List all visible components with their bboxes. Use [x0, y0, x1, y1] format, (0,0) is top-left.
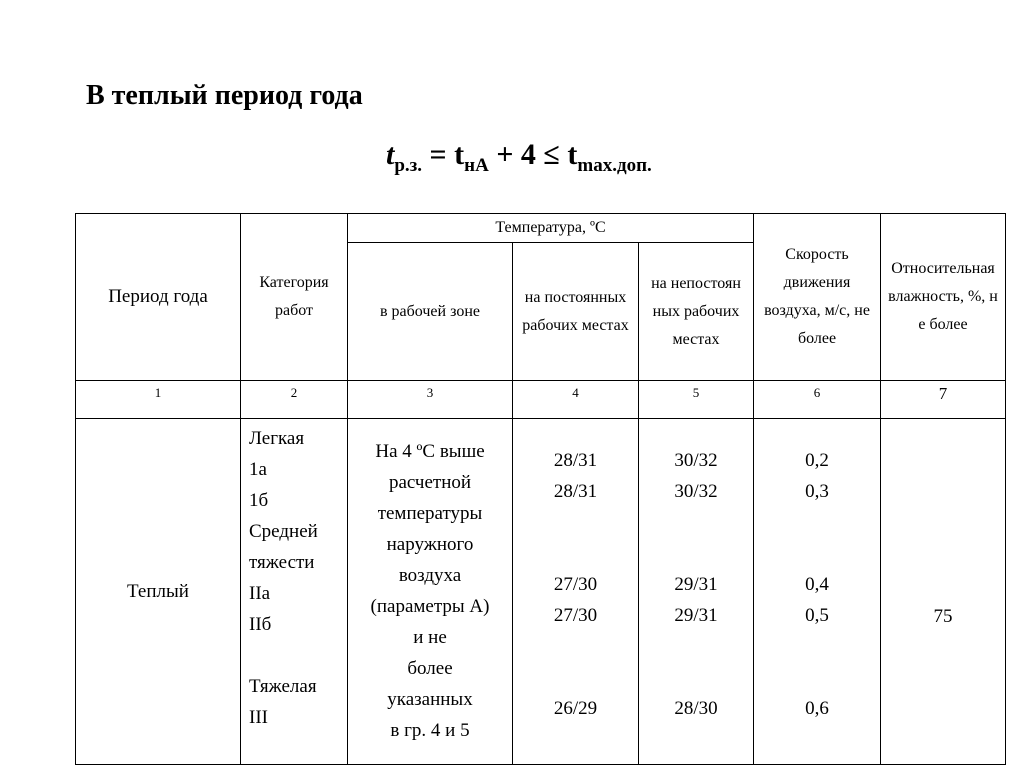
- zone-line: воздуха: [398, 565, 462, 586]
- header-nonpermanent: на непостоянных рабочих местах: [639, 243, 754, 381]
- value-line: 27/30: [553, 574, 598, 595]
- header-temperature: Температура, ºС: [348, 214, 754, 243]
- value-line: 29/31: [674, 574, 718, 595]
- col-num-3: 3: [348, 381, 513, 419]
- formula-sub-rz: р.з.: [394, 155, 423, 176]
- zone-line: расчетной: [388, 472, 472, 493]
- row-zone-text: [348, 419, 513, 765]
- value-line: [639, 538, 753, 569]
- value-line: 27/30: [553, 605, 598, 626]
- row-period: Теплый: [76, 419, 241, 765]
- value-line: [639, 631, 753, 662]
- category-line: IIб: [249, 614, 272, 635]
- table-row: [76, 419, 1006, 765]
- zone-line: более: [407, 658, 453, 679]
- row-humidity: 75: [881, 419, 1006, 765]
- zone-line: На 4 ºС выше: [375, 441, 485, 462]
- value-line: 30/32: [674, 450, 718, 471]
- category-line: 1б: [249, 490, 269, 511]
- col-num-4: 4: [513, 381, 639, 419]
- value-line: [639, 507, 753, 538]
- formula-t: t: [386, 138, 395, 171]
- zone-line: наружного: [386, 534, 474, 555]
- header-humidity: Относительная влажность, %, не более: [881, 214, 1006, 381]
- page-heading: В теплый период года: [86, 80, 363, 111]
- header-speed: Скорость движения воздуха, м/с, не более: [754, 214, 881, 381]
- value-line: [754, 662, 880, 693]
- row-nonpermanent: [639, 419, 754, 765]
- col-num-2: 2: [241, 381, 348, 419]
- value-line: [639, 662, 753, 693]
- value-line: 0,2: [805, 450, 829, 471]
- value-line: [754, 538, 880, 569]
- category-line: Легкая: [249, 428, 305, 449]
- category-line: Средней: [249, 521, 318, 542]
- formula: [386, 138, 652, 177]
- zone-line: (параметры А): [370, 596, 490, 617]
- col-num-1: 1: [76, 381, 241, 419]
- row-categories: [241, 419, 348, 765]
- value-line: [513, 662, 638, 693]
- formula-eq: = t: [422, 138, 465, 171]
- header-period: Период года: [76, 214, 241, 381]
- zone-line: указанных: [387, 689, 473, 710]
- value-line: [754, 631, 880, 662]
- microclimate-table: [75, 213, 1006, 765]
- value-line: 0,4: [805, 574, 829, 595]
- value-line: [513, 631, 638, 662]
- category-line: [249, 640, 347, 671]
- value-line: 28/31: [553, 481, 598, 502]
- value-line: 30/32: [674, 481, 718, 502]
- row-permanent: [513, 419, 639, 765]
- col-num-7: 7: [881, 381, 1006, 419]
- col-num-5: 5: [639, 381, 754, 419]
- category-line: тяжести: [249, 552, 315, 573]
- value-line: [754, 507, 880, 538]
- category-line: 1а: [249, 459, 267, 480]
- value-line: [513, 507, 638, 538]
- value-line: 0,5: [805, 605, 829, 626]
- header-permanent: на постоянных рабочих местах: [513, 243, 639, 381]
- value-line: 26/29: [553, 698, 598, 719]
- header-category: Категория работ: [241, 214, 348, 381]
- formula-sub-max: max.доп.: [577, 155, 652, 176]
- column-number-row: [76, 381, 1006, 419]
- value-line: 0,3: [805, 481, 829, 502]
- col-num-6: 6: [754, 381, 881, 419]
- value-line: [513, 538, 638, 569]
- value-line: 28/30: [674, 698, 718, 719]
- category-line: III: [249, 707, 268, 728]
- zone-line: и не: [413, 627, 447, 648]
- value-line: 29/31: [674, 605, 718, 626]
- zone-line: температуры: [377, 503, 483, 524]
- category-line: Тяжелая: [249, 676, 317, 697]
- formula-plus: + 4 ≤ t: [488, 138, 578, 171]
- row-speed: [754, 419, 881, 765]
- value-line: 0,6: [805, 698, 829, 719]
- category-line: IIа: [249, 583, 271, 604]
- header-in-zone: в рабочей зоне: [348, 243, 513, 381]
- zone-line: в гр. 4 и 5: [390, 720, 470, 741]
- value-line: 28/31: [553, 450, 598, 471]
- formula-sub-na: нА: [464, 155, 489, 176]
